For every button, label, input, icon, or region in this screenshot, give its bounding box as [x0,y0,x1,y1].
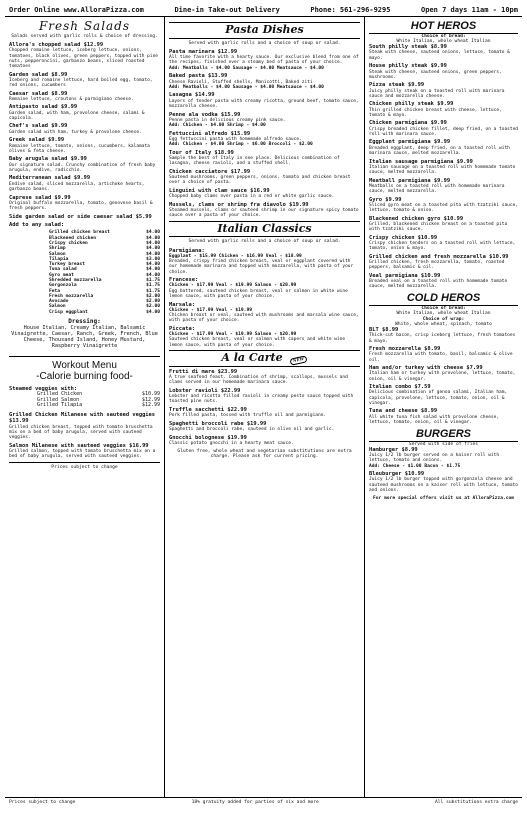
burgers-subtitle: Served with side of fries [408,441,479,447]
menu-item [369,159,518,176]
item-name: Chicken cacciatore $17.99 [169,168,251,175]
row-label: Crispy chicken [49,241,88,247]
item-addons: Add: Chicken - $4.00 Shrimp - $4.00 [169,122,266,128]
menu-columns [5,17,522,797]
row-label: Tilapia [49,256,69,262]
item-name: Pasta marinara $12.99 [169,48,238,55]
row-price: $2.00 [146,299,160,305]
cold-heros-title: COLD HEROS [369,292,518,306]
steamed-veggies-title: Steamed veggies with: [9,385,78,392]
menu-item [169,150,360,167]
cold-choice-title: Choice of bread: [421,306,466,311]
item-name: Garden salad $8.99 [9,71,68,78]
item-name: Veal parmigiana $10.99 [369,272,441,279]
menu-item [169,388,360,405]
cold-wrap-list: White, whole wheat, spinach, tomato [395,321,492,327]
item-name: Gnocchi bolognese $19.99 [169,434,247,441]
menu-page [5,4,522,811]
item-desc: All time favorite with a hearty sauce. Our exclusive blend from one of the recipes, finished over a steamy bed of pasta of your choice. [169,55,359,66]
menu-item [9,175,160,192]
item-name: Frutti di mare $23.99 [169,368,238,375]
menu-item [369,235,518,252]
cold-wrap-title: Choice of wrap: [422,316,465,322]
item-desc: Grilled chicken, fresh mozzarella, tomato, roasted peppers, balsamic & oil. [369,259,505,271]
item-desc: Lobster and ricotta filled ravioli in creamy pesto sauce topped with toasted pine nuts. [169,394,354,405]
item-name: Marsala: [169,301,195,308]
workout-title: Workout Menu [52,359,117,371]
item-desc: Cheese Ravioli, Stuffed shells, Manicotti, Baked ziti [169,79,313,85]
item-name: Caprese salad $9.99 [9,194,71,201]
item-desc: Steak with cheese, sauteed onions, lettuce, tomato & mayo. [369,50,510,61]
item-desc: Breaded eggplant, deep fried, on a toasted roll with marinara sauce, melted mozzarella. [369,145,510,156]
hot-heros-title: HOT HEROS [369,20,518,34]
row-label: Grilled chicken breast [49,230,110,236]
row-price: $1.75 [146,288,160,294]
add-to-salad-list [49,230,160,315]
menu-item [9,156,160,173]
pasta-subtitle: Served with garlic rolls and a choice of soup or salad. [188,40,341,46]
alacarte-note: Gluten free, whole wheat and vegetarian substitutions are extra charge. Please ask for current pricing. [177,449,352,460]
item-name: Chef's salad $9.99 [9,123,68,130]
special-offers[interactable]: For more special offers visit us at AlloraPizza.com [372,495,515,501]
item-name: Fettuccini alfredo $15.99 [169,130,251,137]
pasta-title: Pasta Dishes [169,22,360,39]
menu-item [169,131,360,148]
workout-footer: Prices subject to change [9,462,160,470]
item-desc: Juicy 1/2 lb burger topped with gorgonzola cheese and sauteed mushrooms on a kaiser roll with lettuce, tomato and onions. [369,477,519,493]
menu-item [9,72,160,89]
row-label: Salmon [49,304,66,310]
item-desc: Thick-cut bacon, crisp iceberg lettuce, fresh tomatoes & mayo. [369,333,516,344]
item-name: Gyro $9.99 [369,196,402,203]
menu-item [169,369,360,386]
menu-item [169,407,360,418]
hours: Open 7 days 11am - 10pm [421,6,518,14]
dressing-list: House Italian, Creamy Italian, Balsamic Vinaigrette, Caesar, Ranch, Greek, French, Blue Cheese, Thousand Island, Honey Mustard, Raspberry Vinaigrette [11,324,158,349]
item-desc: Thin grilled chicken breast with cheese, lettuce, tomato & mayo. [369,107,502,118]
item-desc: Sauteed mushrooms, green peppers, onions, tomato and chicken breast over a choice of pasta. [169,175,351,186]
item-desc: Chopped baby clams over pasta in a red or white garlic sauce. [169,194,335,200]
row-price: $4.00 [146,267,160,273]
salads-title: Fresh Salads [38,19,131,34]
item-name: Hamburger $8.99 [369,446,418,453]
menu-item [169,188,360,199]
menu-item [169,435,360,446]
price-row [37,403,160,409]
row-label: Fresh mozzarella [49,293,94,299]
menu-item [369,327,518,344]
bottom-note-right: All substitutions extra charge [435,800,518,806]
bottom-note-left: Prices subject to change [9,800,76,806]
item-desc: Juicy philly steak on a toasted roll with marinara sauce and mozzarella cheese. [369,88,505,99]
menu-item [9,91,160,102]
row-price: $12.99 [141,396,160,403]
item-name: Meatball parmigiana $9.99 [369,177,451,184]
item-desc: Garden salad with ham, turkey & provolone cheese. [9,129,142,135]
item-desc: Endive salad, sliced mozzarella, artichoke hearts, garbanzo beans. [9,181,145,192]
dressing-title: Dressing: [68,317,101,325]
row-price: $2.00 [146,293,160,299]
item-name: Grilled chicken and fresh mozzarella $10.99 [369,253,509,260]
bottom-note-mid: 18% gratuity added for parties of six and more [191,800,319,806]
item-desc: Romaine lettuce, tomato, onions, cucumbers, kalamata olives & feta cheese. [9,143,150,154]
alacarte-title [169,350,360,367]
row-price: $4.00 [146,230,160,236]
item-desc: Breaded veal on a toasted roll with homemade tomato sauce, melted mozzarella. [369,279,508,290]
item-desc: Our signature salad. Crunchy combination of fresh baby arugula, endive, radicchio. [9,162,156,173]
item-desc: Grilled chicken breast, topped with tomato bruschetta mix on a bed of baby arugula, served with sauteed veggies. [9,424,153,440]
item-name: Salmon Milanese with sauteed veggies $16.99 [9,442,149,449]
item-name: Baked pasta $13.99 [169,73,228,80]
item-desc: Layers of tender pasta with creamy ricotta, ground beef, tomato sauce, mozzarella cheese. [169,98,359,109]
row-label: Grilled Tilapia [37,402,83,409]
item-name: Tuna and cheese $8.99 [369,408,438,415]
row-label: Grilled Salmon [37,396,80,403]
item-name: BLT $8.99 [369,327,399,334]
item-desc: Steak with cheese, sauteed onions, green peppers, mushrooms. [369,69,502,80]
item-desc: Delicious combination of genoa salami, Italian ham, capicola, provolone, lettuce, tomato, onion, oil & vinegar. [369,390,508,406]
menu-item [369,471,518,493]
item-name: Allora's chopped salad $12.99 [9,42,104,49]
alacarte-title-text: A la Carte [221,351,283,365]
menu-item [369,101,518,118]
menu-item [169,112,360,129]
menu-item [169,169,360,186]
item-name: Caesar salad $8.99 [9,90,68,97]
item-name: Spaghetti broccoli rabe $19.99 [169,420,267,427]
item-name: Blackened chicken gyro $10.99 [369,215,464,222]
row-label: Grilled Chicken [37,390,83,397]
item-name: Italian combo $7.59 [369,384,431,391]
workout-items [9,412,160,459]
item-addons: Add: Meatballs - $4.00 Sausage - $4.00 Meatsauce - $4.00 [169,84,324,90]
workout-menu [9,356,160,470]
item-desc: All white tuna fish salad with provolone cheese, lettuce, tomato, onion, oil & vinegar. [369,414,500,425]
row-price: $10.99 [141,390,160,397]
item-desc: Meatballs on a toasted roll with homemade marinara sauce, melted mozzarella. [369,183,505,194]
item-desc: Italian ham or turkey with provolone, lettuce, tomato, onion, oil & vinegar. [369,371,516,382]
menu-item [369,346,518,363]
add-to-salad-title: Add to any salad: [9,222,65,229]
row-price: $4.00 [146,251,160,257]
row-label: Gyro meat [49,272,74,278]
column-heros [365,17,522,797]
item-desc: Penne pasta in delicious creamy pink sauce. [169,117,286,123]
item-desc: Sliced gyro meat on a toasted pita with tzatziki sauce, lettuce, tomato & onion. [369,202,519,213]
row-price: $2.00 [146,304,160,310]
item-name: Mediterranean salad $9.99 [9,175,91,182]
item-desc: Pork filled pasta, tossed with truffle oil and parmigiano. [169,413,327,419]
menu-item [369,44,518,61]
menu-item [9,104,160,121]
item-desc: Steamed mussels, clams or sauteed shrimp in our signature spicy tomato sauce over a pasta of your choice. [169,207,359,219]
menu-item [9,195,160,212]
item-name: Lobster ravioli $22.99 [169,387,241,394]
row-price: $3.00 [146,256,160,262]
item-desc: Egg battered, sauteed chicken breast, veal or salmon in white wine lemon sauce, with pasta of your choice. [169,288,348,299]
item-desc: Original buffalo mozzarella, tomato, genovese basil & fresh peppers. [9,200,153,211]
menu-item [9,123,160,134]
alacarte-list [169,369,360,446]
item-prices: Chicken - $17.99 Veal - $19.99 [169,307,252,313]
pasta-list [169,49,360,218]
row-price: $4.00 [146,309,160,315]
cold-heros-list [369,327,518,425]
item-name: Pizza steak $9.99 [369,82,425,89]
item-name: Truffle sacchetti $22.99 [169,406,247,413]
top-bar [5,4,522,17]
menu-item [169,73,360,90]
item-desc: Romaine lettuce, croutons & parmigiano cheese. [9,96,134,102]
item-name: Antipasto salad $9.99 [9,104,78,111]
item-desc: Spaghetti and broccoli rabe, sauteed in olive oil and garlic. [169,427,335,433]
item-name: House philly steak $9.99 [369,63,447,70]
menu-item [369,365,518,382]
column-salads [5,17,165,797]
steamed-veggies-list [37,392,160,409]
item-name: Mussels, clams or shrimp fra diavolo $19.99 [169,201,309,208]
service-types: Dine-in Take-out Delivery [174,6,280,14]
item-desc: Fresh mozzarella with tomato, basil, balsamic & olive oil. [369,352,513,363]
hot-choice-title: Choice of bread: [421,33,466,39]
row-label: Shredded mozzarella [49,277,102,283]
item-desc: A true seafood feast. Combination of shrimp, scallops, mussels and clams served in our homemade marinara sauce. [169,375,348,386]
item-desc: Chicken breast or veal, sauteed with mushrooms and marsala wine sauce, with pasta of your choice. [169,313,359,324]
item-name: Chicken philly steak $9.99 [369,101,454,108]
menu-item [369,447,518,469]
row-price: $4.00 [146,272,160,278]
item-name: Piccata: [169,325,195,332]
row-label: Feta [49,288,61,294]
menu-item [9,42,160,69]
item-desc: Classic potato gnocchi in a hearty meat sauce. [169,440,294,446]
item-name: Lasagna $14.99 [169,92,215,99]
menu-item [369,197,518,214]
row-price: $4.00 [146,246,160,252]
burgers-list [369,447,518,493]
item-desc: Crispy breaded chicken fillet, deep fried, on a toasted roll with marinara sauce. [369,126,519,137]
item-desc: Grilled salmon, topped with tomato bruschetta mix on a bed of baby arugula, served with sauteed veggies. [9,448,156,459]
item-addons: Add: Meatballs - $4.00 Sausage - $4.00 Meatsauce - $4.00 [169,65,324,71]
classics-subtitle: Served with garlic rolls and a choice of soup or salad. [188,239,341,245]
item-name: Penne ala vodka $15.99 [169,111,241,118]
item-name: Francese: [169,277,199,284]
parmigiana-prices: Eggplant - $15.99 Chicken - $16.99 Veal - $18.99 [169,253,302,259]
menu-item [9,412,160,440]
price-row [49,310,160,315]
item-name: Crispy chicken $10.99 [369,234,438,241]
menu-item [169,277,360,299]
item-name: Bleuburger $10.99 [369,471,425,478]
item-addons: Add: Cheese - $1.00 Bacon - $1.75 [369,463,461,469]
parmigiana-name: Parmigiana: [169,247,205,254]
item-name: South philly steak $8.99 [369,44,447,51]
item-prices: Chicken - $17.99 Veal - $19.99 Salmon - $20.99 [169,332,297,338]
row-price: $1.75 [146,283,160,289]
menu-item [369,120,518,137]
item-name: Fresh mozzarella $8.99 [369,346,441,353]
item-name: Italian sausage parmigiana $9.99 [369,158,473,165]
item-name: Chicken parmigiana $9.99 [369,120,447,127]
hot-heros-list [369,44,518,289]
column-pasta [165,17,365,797]
item-desc: Grilled, blackened chicken breast on a toasted pita with tzatziki sauce. [369,221,508,233]
menu-item [169,202,360,219]
row-label: Shrimp [49,246,66,252]
item-name: Side garden salad or side caesar salad $5.99 [9,213,152,220]
menu-item [169,302,360,324]
row-label: Crisp eggplant [49,309,88,315]
item-desc: Crispy chicken tenders on a toasted roll with lettuce, tomato, onion & mayo. [369,240,516,252]
item-desc: Sample the best of Italy in one place. Delicious combination of lasagna, cheese ravioli, and a stuffed shell. [169,156,340,167]
menu-item [369,178,518,195]
row-label: Tuna salad [49,267,77,273]
classics-list [169,277,360,347]
menu-item [9,443,160,460]
item-desc: Sauteed chicken breast, veal or salmon with capers and white wine lemon sauce, with pasta of your choice. [169,337,346,348]
item-name: Greek salad $9.99 [9,137,65,144]
item-addons: Add: Chicken - $4.00 Shrimp - $6.00 Broccoli - $2.00 [169,142,313,148]
menu-item [369,408,518,425]
item-name: Linguini with clam sauce $16.99 [169,187,270,194]
item-desc: Chopped romaine lettuce, iceberg lettuce, onions, tomatoes, black olives, green peppers, topped with pine nuts, pepperoncini, garbanzo beans, sliced roasted tomatoes [9,48,159,69]
bottom-notes [5,797,522,807]
menu-item [9,137,160,154]
row-price: $1.75 [146,277,160,283]
item-name: Eggplant parmigiana $9.99 [369,139,451,146]
item-desc: Iceberg and romaine lettuce, hard boiled egg, tomato, red onions, cucumbers [9,77,153,88]
salad-list [9,42,160,220]
order-online-link[interactable]: Order Online www.AlloraPizza.com [9,6,144,14]
row-label: Avocado [49,299,69,305]
phone-number[interactable]: Phone: 561-296-9295 [310,6,391,14]
classics-title: Italian Classics [169,221,360,238]
menu-item [369,82,518,99]
item-name: Ham and/or turkey with cheese $7.99 [369,365,483,372]
burgers-title: BURGERS [369,428,518,442]
row-label: Gorgonzola [49,283,77,289]
hot-choice-list: White Italian, whole wheat Italian [396,38,491,44]
item-name: Baby arugula salad $9.99 [9,156,87,163]
item-desc: Egg fettuccini pasta with homemade alfredo sauce. [169,136,302,142]
salads-subtitle: Salads served with garlic rolls & choice of dressing. [11,33,158,39]
menu-item [369,139,518,156]
item-desc: Juicy 1/2 lb burger served on a kaiser roll with lettuce, tomato and onions. [369,453,500,464]
row-price: $12.99 [141,402,160,409]
menu-item [169,49,360,71]
row-price: $4.00 [146,262,160,268]
menu-item [9,214,160,220]
menu-item [369,63,518,80]
menu-item [169,92,360,109]
parmigiana-desc: Breaded, crispy fried chicken breast, veal or eggplant covered with our homemade marinara and topped with mozzarella, with pasta of your choice. [169,259,354,275]
row-price: $4.00 [146,235,160,241]
new-badge: NEW [290,356,308,366]
item-desc: Garden salad, with ham, provolone cheese, salami & capicola. [9,110,145,121]
item-prices: Chicken - $17.99 Veal - $19.99 Salmon - $20.99 [169,283,297,289]
menu-item [369,216,518,233]
menu-item [169,326,360,348]
menu-item [369,254,518,271]
item-name: Tour of Italy $18.99 [169,149,234,156]
parmigiana-item [169,248,360,275]
menu-item [369,384,518,406]
cold-choice-list: White Italian, whole wheat Italian [396,311,491,317]
row-label: Salmon [49,251,66,257]
row-price: $4.00 [146,241,160,247]
item-desc: Italian sausage on a toasted roll with homemade tomato sauce, melted mozzarella. [369,164,516,175]
menu-item [169,421,360,432]
workout-subtitle: -Calorie burning food- [36,371,133,383]
row-label: Turkey breast [49,262,85,268]
row-label: Blackened chicken [49,235,97,241]
item-name: Grilled Chicken Milanese with sauteed veggies $13.99 [9,412,156,425]
menu-item [369,273,518,290]
